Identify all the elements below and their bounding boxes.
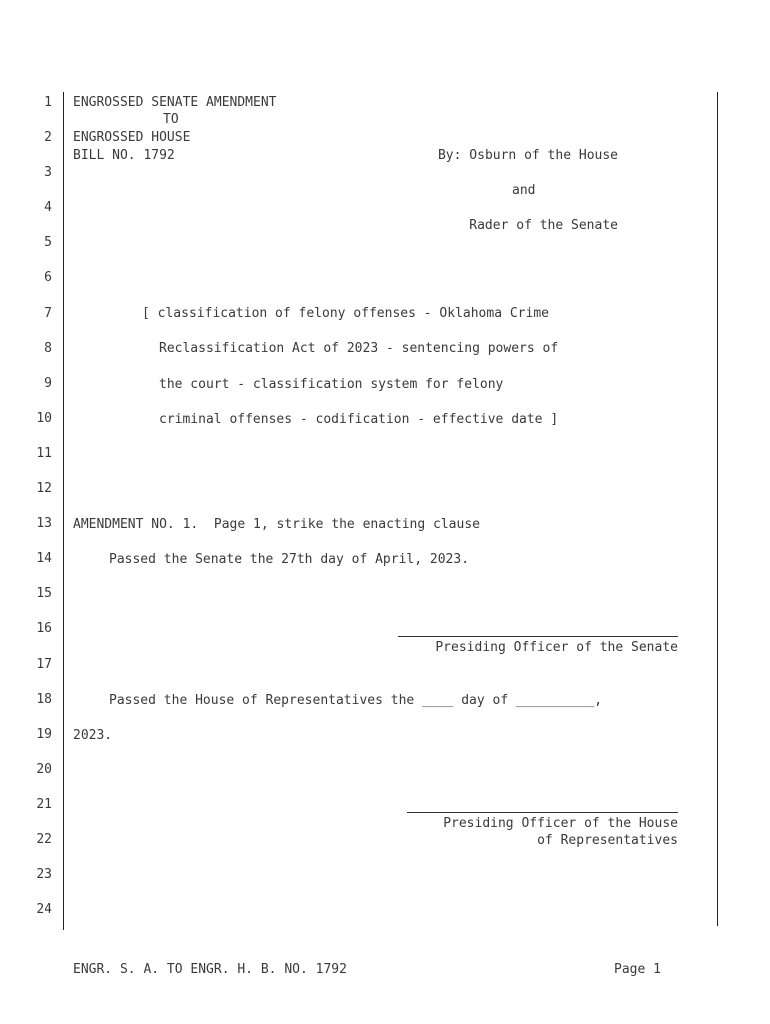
senate-passed-text: Passed the Senate the 27th day of April, 2023. — [109, 552, 470, 567]
bill-header-line: ENGROSSED SENATE AMENDMENT — [73, 95, 277, 110]
line-number: 15 — [36, 586, 52, 601]
line-number: 14 — [36, 551, 52, 566]
senate-signature-line — [398, 636, 678, 637]
bill-number: BILL NO. 1792 — [73, 148, 175, 163]
line-number: 9 — [44, 376, 52, 391]
title-line: the court - classification system for felony — [159, 377, 504, 392]
footer-page-number: Page 1 — [614, 962, 661, 977]
line-number: 19 — [36, 727, 52, 742]
house-signature-label: Presiding Officer of the House — [443, 816, 678, 831]
line-number: 22 — [36, 832, 52, 847]
line-number: 16 — [36, 621, 52, 636]
author-second: Rader of the Senate — [469, 218, 618, 233]
footer-bill-reference: ENGR. S. A. TO ENGR. H. B. NO. 1792 — [73, 962, 347, 977]
amendment-text: AMENDMENT NO. 1. Page 1, strike the enacting clause — [73, 517, 480, 532]
author-and: and — [512, 183, 536, 198]
house-signature-label: of Representatives — [537, 833, 678, 848]
line-number: 20 — [36, 762, 52, 777]
author-by-line: By: Osburn of the House — [437, 148, 618, 163]
right-margin-rule — [717, 92, 718, 926]
bill-header-line: TO — [163, 112, 179, 127]
line-number: 5 — [44, 235, 52, 250]
line-number: 17 — [36, 657, 52, 672]
line-number: 21 — [36, 797, 52, 812]
house-passed-text: Passed the House of Representatives the ____ day of __________, — [109, 693, 603, 708]
bill-header-line: ENGROSSED HOUSE — [73, 130, 191, 145]
line-number: 11 — [36, 446, 52, 461]
line-number: 12 — [36, 481, 52, 496]
left-margin-rule — [63, 92, 64, 930]
title-line: Reclassification Act of 2023 - sentencing powers of — [159, 341, 559, 356]
senate-signature-label: Presiding Officer of the Senate — [435, 640, 678, 655]
line-number: 7 — [44, 306, 52, 321]
title-line: criminal offenses - codification - effective date ] — [159, 412, 559, 427]
line-number: 8 — [44, 341, 52, 356]
line-number: 18 — [36, 692, 52, 707]
house-signature-line — [407, 812, 678, 813]
line-number: 10 — [36, 411, 52, 426]
line-number: 4 — [44, 200, 52, 215]
line-number: 3 — [44, 165, 52, 180]
house-passed-year: 2023. — [73, 728, 113, 743]
line-number: 24 — [36, 902, 52, 917]
line-number: 2 — [44, 130, 52, 145]
title-line: [ classification of felony offenses - Oklahoma Crime — [142, 306, 549, 321]
line-number: 1 — [44, 95, 52, 110]
line-number: 13 — [36, 516, 52, 531]
line-number: 23 — [36, 867, 52, 882]
line-number: 6 — [44, 270, 52, 285]
